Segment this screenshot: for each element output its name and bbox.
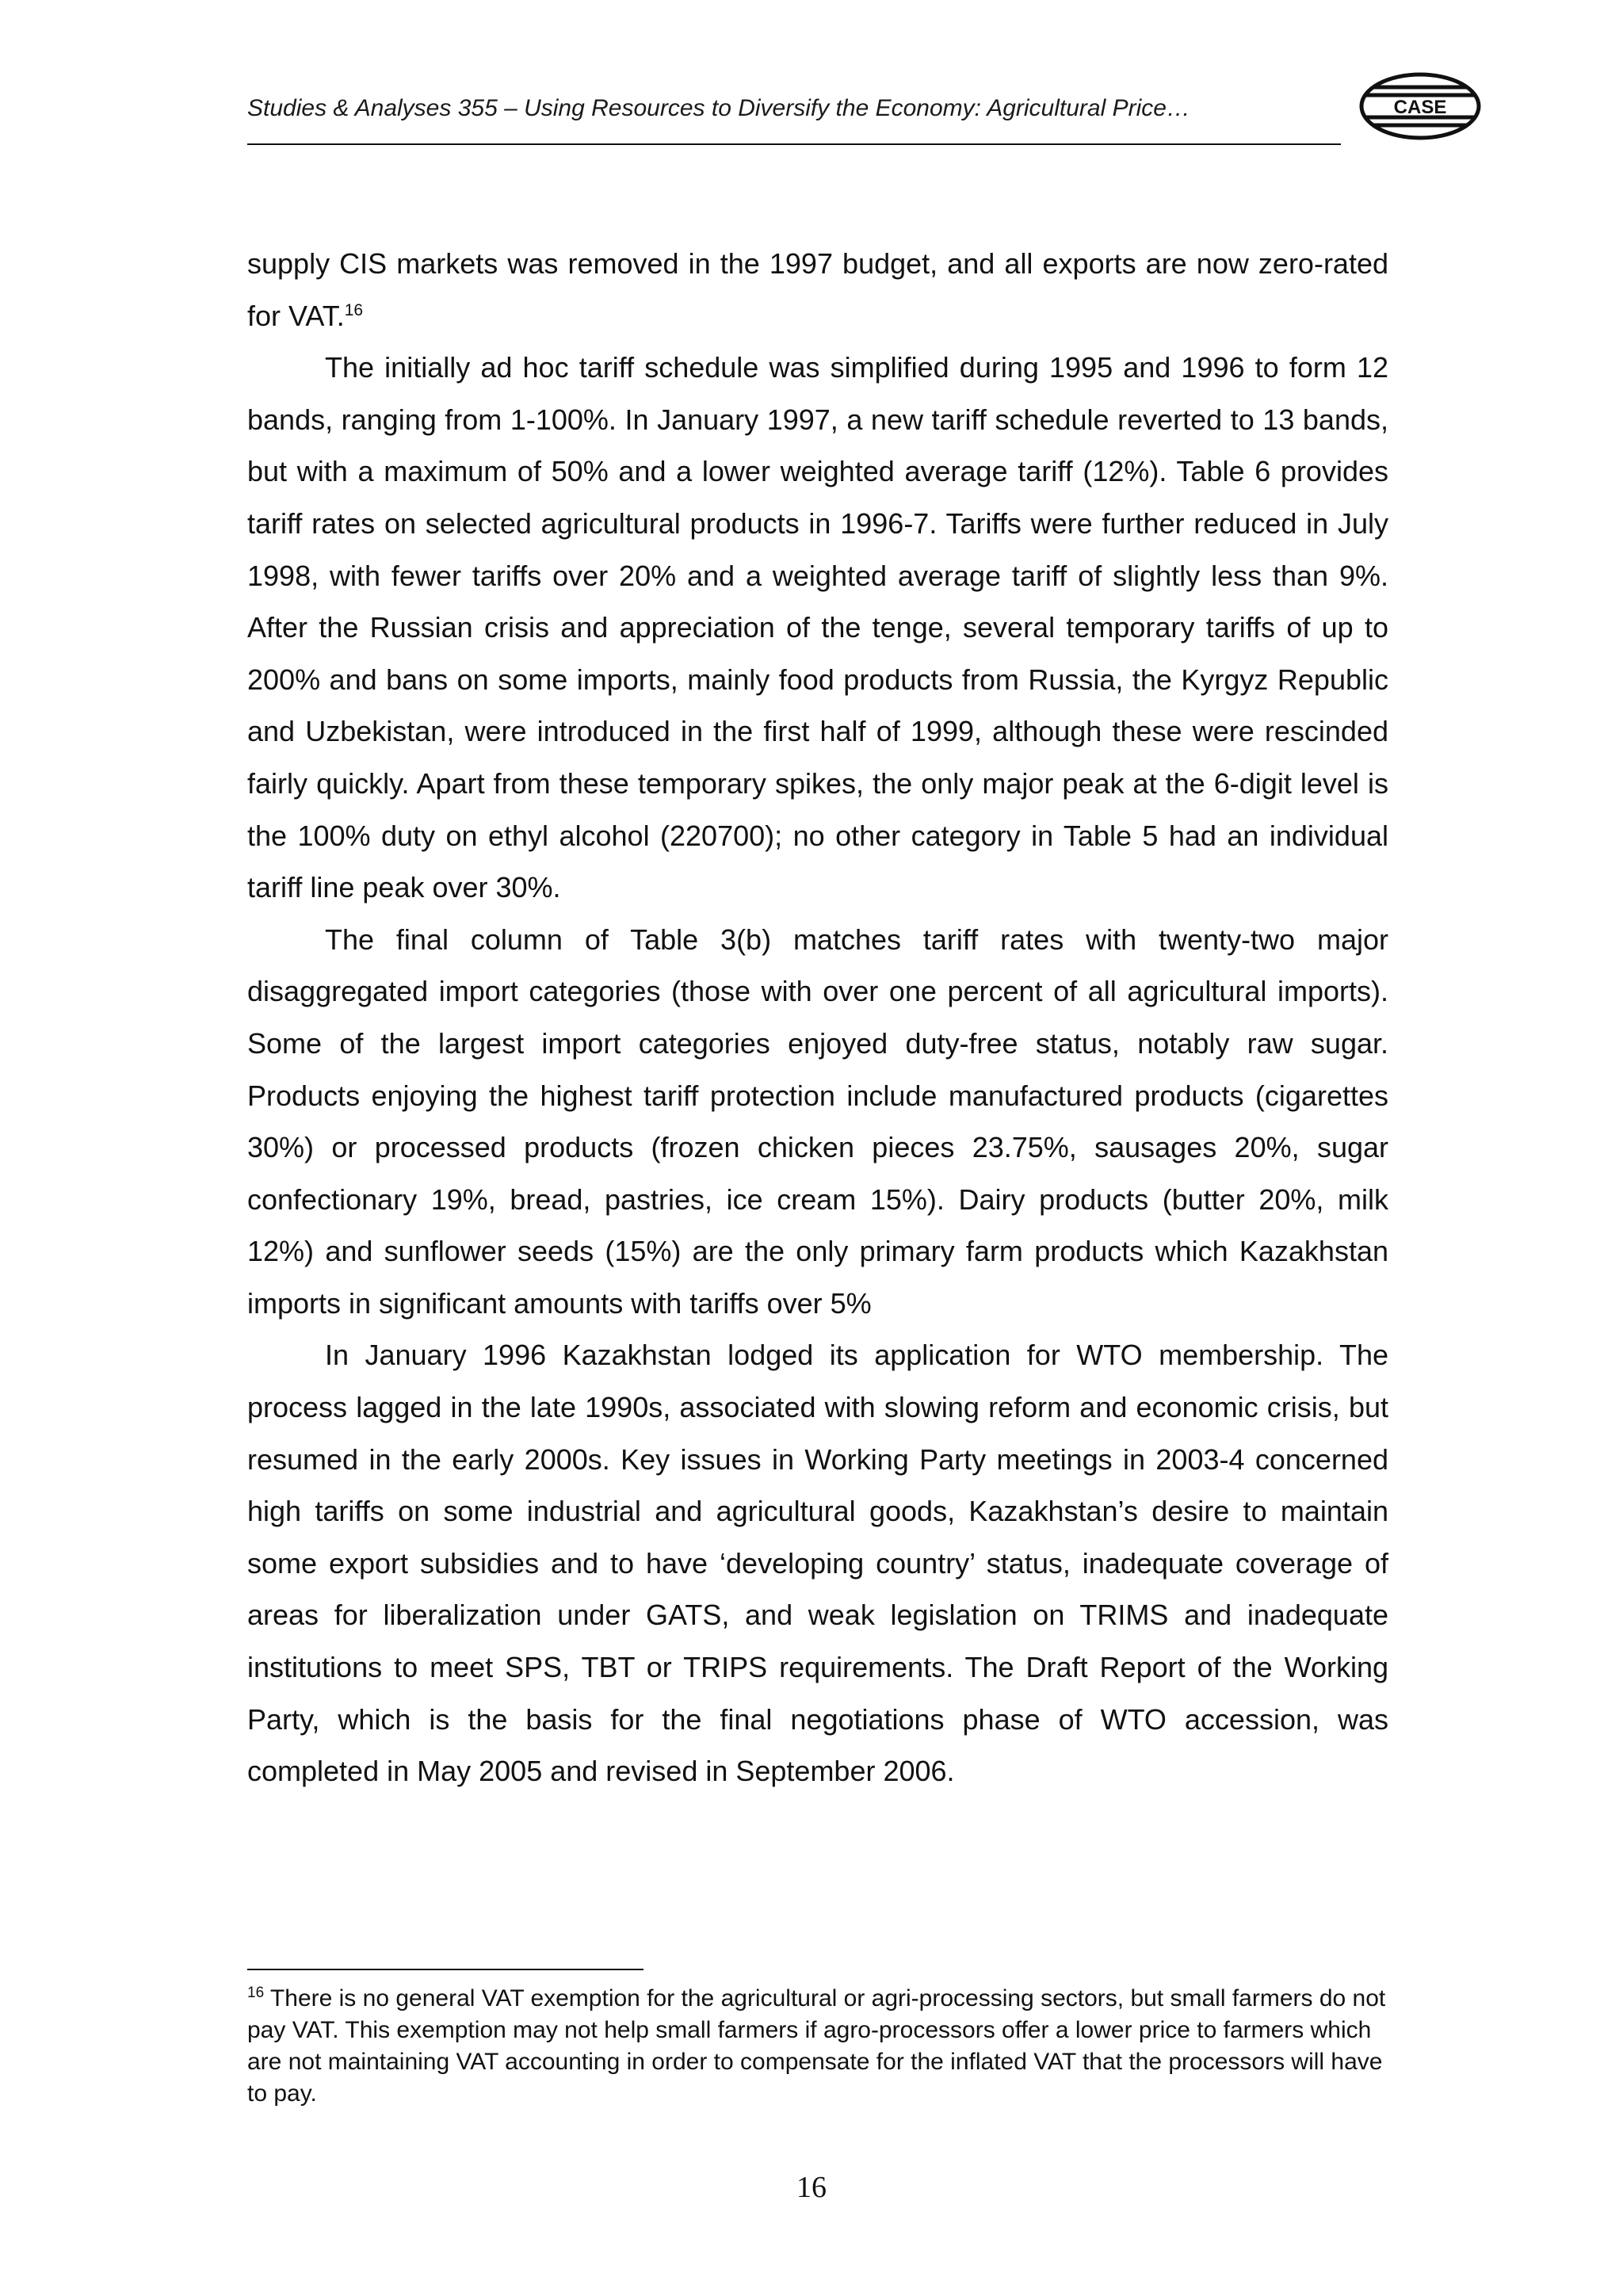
paragraph-1	[247, 238, 1388, 342]
running-header-title: Studies & Analyses 355 – Using Resources to Diversify the Economy: Agricultural Price…	[247, 95, 1190, 121]
body-text	[247, 238, 1388, 1797]
footnote-16	[247, 1983, 1388, 2110]
paragraph-2: The initially ad hoc tariff schedule was simplified during 1995 and 1996 to form 12 bands, ranging from 1-100%. In January 1997, a new tariff schedule reverted to 13 bands, but with a maximum of 50% and a lower weighted average tariff (12%). Table 6 provides tariff rates on selected agricultural products in 1996-7. Tariffs were further reduced in July 1998, with fewer tariffs over 20% and a weighted average tariff of slightly less than 9%. After the Russian crisis and appreciation of the tenge, several temporary tariffs of up to 200% and bans on some imports, mainly food products from Russia, the Kyrgyz Republic and Uzbekistan, were introduced in the first half of 1999, although these were rescinded fairly quickly. Apart from these temporary spikes, the only major peak at the 6-digit level is the 100% duty on ethyl alcohol (220700); no other category in Table 5 had an individual tariff line peak over 30%.	[247, 351, 1388, 904]
page-number: 16	[796, 2171, 827, 2204]
footnote-ref-16[interactable]: 16	[344, 300, 364, 319]
footnote-rule	[247, 1969, 643, 1970]
paragraph-4: In January 1996 Kazakhstan lodged its application for WTO membership. The process lagged in the late 1990s, associated with slowing reform and economic crisis, but resumed in the early 2000s. Key issues in Working Party meetings in 2003-4 concerned high tariffs on some industrial and agricultural goods, Kazakhstan’s desire to maintain some export subsidies and to have ‘developing country’ status, inadequate coverage of areas for liberalization under GATS, and weak legislation on TRIMS and inadequate institutions to meet SPS, TBT or TRIPS requirements. The Draft Report of the Working Party, which is the basis for the final negotiations phase of WTO accession, was completed in May 2005 and revised in September 2006.	[247, 1339, 1388, 1788]
footnote-number: 16	[247, 1985, 265, 2001]
footnote-text: There is no general VAT exemption for the agricultural or agri-processing sectors, but small farmers do not pay VAT. This exemption may not help small farmers if agro-processors offer a lower price to farmers which are not maintaining VAT accounting in order to compensate for the inflated VAT that the processors will have to pay.	[247, 1985, 1386, 2107]
header-rule	[247, 143, 1341, 145]
logo-text: CASE	[1393, 97, 1447, 118]
paragraph-1-text: supply CIS markets was removed in the 1997 budget, and all exports are now zero-rated for VAT.	[247, 247, 1388, 332]
case-logo	[1357, 70, 1484, 143]
paragraph-3: The final column of Table 3(b) matches tariff rates with twenty-two major disaggregated import categories (those with over one percent of all agricultural imports). Some of the largest import categories enjoyed duty-free status, notably raw sugar. Products enjoying the highest tariff protection include manufactured products (cigarettes 30%) or processed products (frozen chicken pieces 23.75%, sausages 20%, sugar confectionary 19%, bread, pastries, ice cream 15%). Dairy products (butter 20%, milk 12%) and sunflower seeds (15%) are the only primary farm products which Kazakhstan imports in significant amounts with tariffs over 5%	[247, 923, 1388, 1320]
